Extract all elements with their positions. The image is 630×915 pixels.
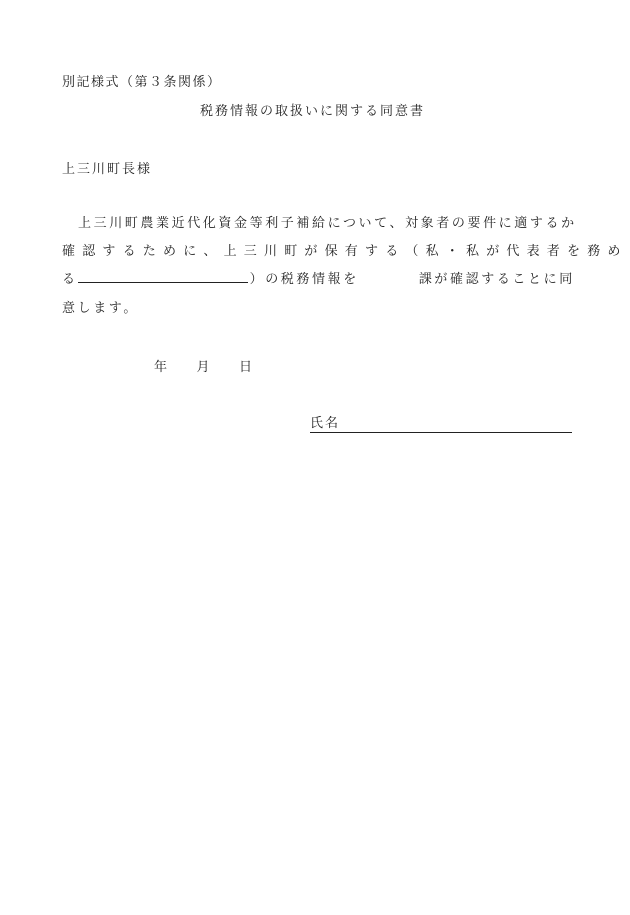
body-line-1: 上三川町農業近代化資金等利子補給について、対象者の要件に適するか <box>78 216 577 231</box>
body-line-4: 意します。 <box>62 301 139 316</box>
body-line-2: 確認するために、上三川町が保有する（私・私が代表者を務め <box>62 244 628 259</box>
date-day-label: 日 <box>239 360 254 375</box>
body-line-3-end: 課が確認することに同 <box>418 272 575 287</box>
document-title: 税務情報の取扱いに関する同意書 <box>200 104 426 119</box>
representative-blank-field[interactable] <box>78 270 248 283</box>
signature-label: 氏名 <box>310 416 341 431</box>
body-line-3 <box>62 268 575 287</box>
date-line <box>154 356 254 375</box>
date-month-label: 月 <box>196 360 212 375</box>
body-line-3-mid: ）の税務情報を <box>249 272 359 287</box>
addressee: 上三川町長様 <box>62 162 153 177</box>
signature-field[interactable] <box>310 412 572 433</box>
date-year-label: 年 <box>154 360 169 375</box>
form-label: 別記様式（第３条関係） <box>62 75 222 90</box>
body-line-3-start: る <box>62 272 78 287</box>
